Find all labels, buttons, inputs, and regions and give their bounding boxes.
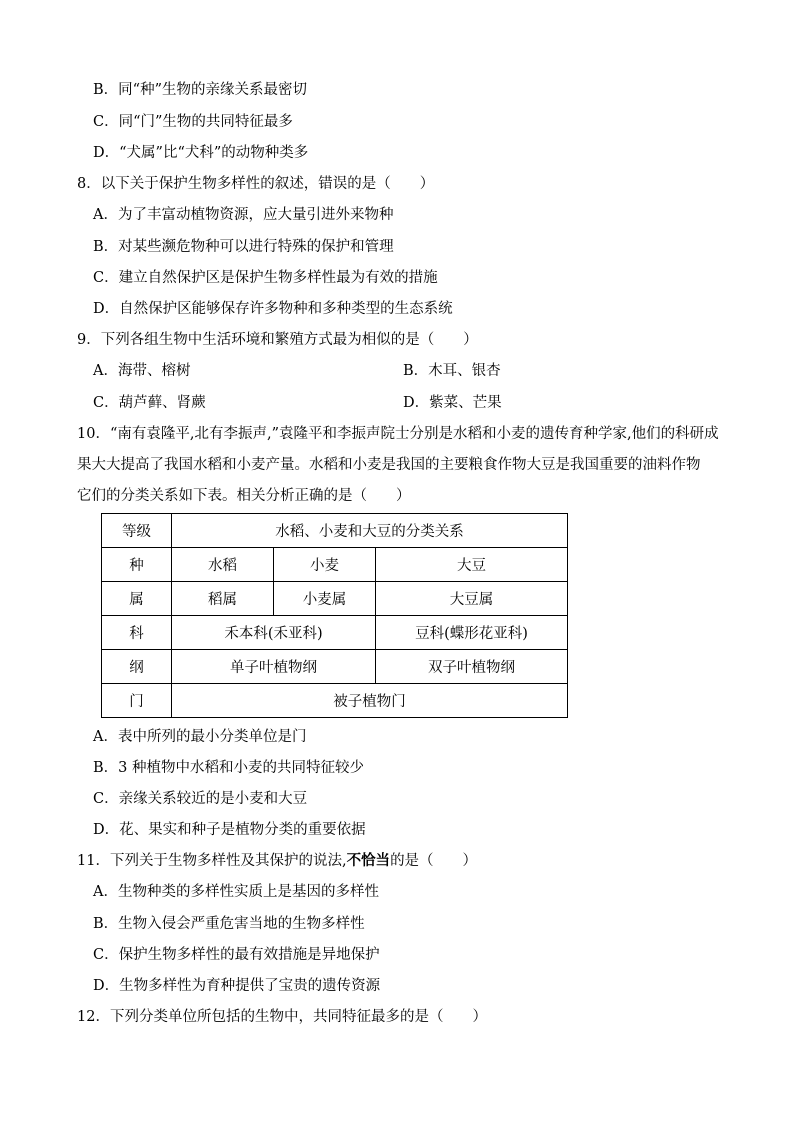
- cell-rice-genus: 稻属: [172, 582, 274, 616]
- cell-dicot-class: 双子叶植物纲: [376, 650, 568, 684]
- table-header-row: [102, 514, 568, 548]
- cell-soybean-genus: 大豆属: [376, 582, 568, 616]
- q9-option-c: C．葫芦藓、肾蕨: [93, 395, 206, 411]
- q11-stem: [77, 851, 477, 871]
- q10-option-b: B．3 种植物中水稻和小麦的共同特征较少: [93, 760, 364, 776]
- rank-phylum: 门: [102, 684, 172, 718]
- q8-stem: 8．以下关于保护生物多样性的叙述，错误的是（ ）: [77, 176, 435, 192]
- q11-option-b: B．生物入侵会严重危害当地的生物多样性: [93, 916, 365, 932]
- q7-option-d: D．“犬属”比“犬科”的动物种类多: [93, 145, 309, 161]
- rank-family: 科: [102, 616, 172, 650]
- q8-option-c: C．建立自然保护区是保护生物多样性最为有效的措施: [93, 270, 438, 286]
- table-title: 水稻、小麦和大豆的分类关系: [172, 514, 568, 548]
- q8-option-b: B．对某些濒危物种可以进行特殊的保护和管理: [93, 239, 394, 255]
- q9-option-a: A．海带、榕树: [93, 363, 191, 379]
- q8-option-d: D．自然保护区能够保存许多物种和多种类型的生态系统: [93, 301, 453, 317]
- q8-option-a: A．为了丰富动植物资源，应大量引进外来物种: [93, 207, 394, 223]
- q9-option-d: D．紫菜、芒果: [403, 395, 502, 411]
- q7-option-c: C．同“门”生物的共同特征最多: [93, 114, 293, 130]
- cell-wheat-species: 小麦: [274, 548, 376, 582]
- cell-wheat-genus: 小麦属: [274, 582, 376, 616]
- table-row-class: [102, 650, 568, 684]
- cell-legume-family: 豆科(蝶形花亚科): [376, 616, 568, 650]
- cell-soybean-species: 大豆: [376, 548, 568, 582]
- q10-option-d: D．花、果实和种子是植物分类的重要依据: [93, 822, 366, 838]
- q10-option-a: A．表中所列的最小分类单位是门: [93, 729, 307, 745]
- classification-table: [101, 513, 568, 718]
- q11-option-d: D．生物多样性为育种提供了宝贵的遗传资源: [93, 978, 381, 994]
- table-row-genus: [102, 582, 568, 616]
- table-row-species: [102, 548, 568, 582]
- cell-angiosperm-phylum: 被子植物门: [172, 684, 568, 718]
- rank-species: 种: [102, 548, 172, 582]
- cell-rice-species: 水稻: [172, 548, 274, 582]
- q12-stem: 12．下列分类单位所包括的生物中，共同特征最多的是（ ）: [77, 1009, 487, 1025]
- q7-option-b: B．同“种”生物的亲缘关系最密切: [93, 82, 307, 98]
- q10-stem-line-3: 它们的分类关系如下表。相关分析正确的是（ ）: [77, 488, 411, 504]
- q10-option-c: C．亲缘关系较近的是小麦和大豆: [93, 791, 308, 807]
- q9-option-b: B．木耳、银杏: [403, 363, 501, 379]
- q11-option-c: C．保护生物多样性的最有效措施是异地保护: [93, 947, 380, 963]
- q9-stem: 9．下列各组生物中生活环境和繁殖方式最为相似的是（ ）: [77, 332, 478, 348]
- rank-header: 等级: [102, 514, 172, 548]
- table-row-family: [102, 616, 568, 650]
- table-row-phylum: [102, 684, 568, 718]
- q11-stem-emphasis: 不恰当: [346, 852, 391, 869]
- rank-class: 纲: [102, 650, 172, 684]
- rank-genus: 属: [102, 582, 172, 616]
- q10-stem-line-1: 10．“南有袁隆平,北有李振声,”袁隆平和李振声院士分别是水稻和小麦的遗传育种学家,他们的科研成: [77, 426, 719, 442]
- q11-stem-before: 11．下列关于生物多样性及其保护的说法,: [77, 853, 347, 869]
- cell-monocot-class: 单子叶植物纲: [172, 650, 376, 684]
- cell-grass-family: 禾本科(禾亚科): [172, 616, 376, 650]
- q10-stem-line-2: 果大大提高了我国水稻和小麦产量。水稻和小麦是我国的主要粮食作物大豆是我国重要的油料作物: [77, 457, 701, 473]
- q11-option-a: A．生物种类的多样性实质上是基因的多样性: [93, 884, 379, 900]
- q11-stem-after: 的是（ ）: [390, 853, 478, 869]
